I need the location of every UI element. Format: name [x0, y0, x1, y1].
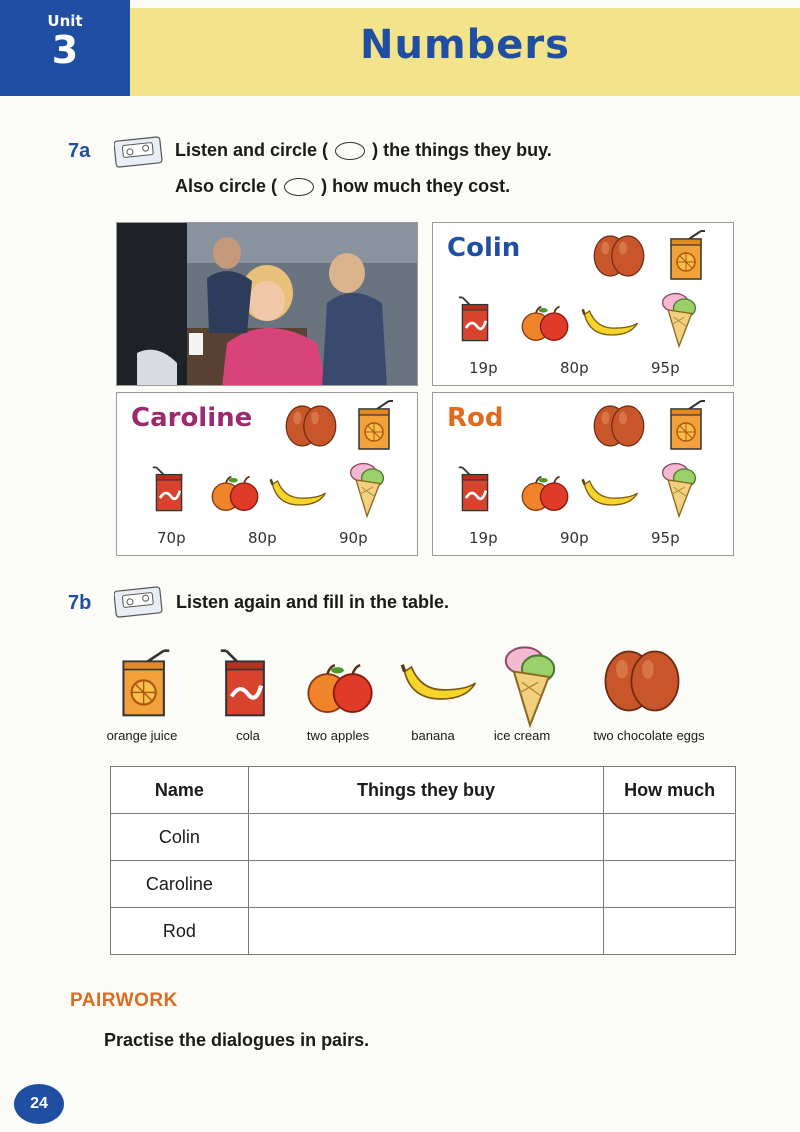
orange-juice-icon	[667, 399, 707, 451]
table-row	[111, 814, 736, 861]
cola-icon	[457, 293, 493, 345]
apples-icon	[302, 660, 378, 716]
table-cell-things[interactable]	[248, 861, 603, 908]
instr-text: Also circle (	[175, 176, 278, 196]
table-cell-how-much[interactable]	[604, 814, 736, 861]
table-header: Things they buy	[248, 767, 603, 814]
unit-badge	[0, 0, 130, 96]
section-7a-instruction-line2	[175, 176, 510, 197]
apples-icon	[207, 473, 263, 513]
chocolate-eggs-icon	[600, 648, 684, 714]
orange-juice-icon	[118, 648, 172, 718]
table-cell-name: Colin	[111, 814, 249, 861]
table-row	[111, 861, 736, 908]
panel-rod	[432, 392, 734, 556]
item-caption: two chocolate eggs	[593, 728, 705, 743]
pairwork-heading: PAIRWORK	[70, 990, 178, 1011]
circle-symbol-icon	[284, 178, 314, 196]
banana-icon	[581, 475, 641, 511]
price-option: 19p	[469, 529, 498, 547]
table-cell-things[interactable]	[248, 814, 603, 861]
chocolate-eggs-icon	[591, 403, 647, 449]
item-caption: cola	[236, 728, 260, 743]
panel-name: Caroline	[131, 403, 253, 433]
cola-icon	[457, 463, 493, 515]
price-option: 80p	[248, 529, 277, 547]
price-option: 70p	[157, 529, 186, 547]
ice-cream-icon	[659, 459, 699, 519]
orange-juice-icon	[355, 399, 395, 451]
section-7a-number: 7a	[68, 140, 91, 162]
price-option: 90p	[560, 529, 589, 547]
item-caption: two apples	[306, 728, 370, 743]
cola-icon	[151, 463, 187, 515]
cola-icon	[218, 648, 272, 718]
cassette-tape-icon	[114, 584, 166, 618]
item-caption: orange juice	[106, 728, 178, 743]
section-7b-instruction: Listen again and fill in the table.	[176, 592, 450, 612]
cassette-tape-icon	[114, 134, 166, 168]
table-cell-how-much[interactable]	[604, 908, 736, 955]
ice-cream-icon	[659, 289, 699, 349]
table-cell-name: Caroline	[111, 861, 249, 908]
unit-label: Unit	[47, 12, 83, 30]
panel-name: Colin	[447, 233, 521, 263]
price-option: 19p	[469, 359, 498, 377]
price-option: 95p	[651, 359, 680, 377]
panel-name: Rod	[447, 403, 504, 433]
table-row	[111, 908, 736, 955]
banana-icon	[581, 305, 641, 341]
section-7a-instruction-line1	[175, 140, 552, 161]
price-option: 90p	[339, 529, 368, 547]
chocolate-eggs-icon	[591, 233, 647, 279]
fill-in-table	[110, 766, 736, 955]
instr-text: ) the things they buy.	[372, 140, 552, 160]
photo-kids-at-kiosk	[116, 222, 418, 386]
orange-juice-icon	[667, 229, 707, 281]
ice-cream-icon	[347, 459, 387, 519]
circle-symbol-icon	[335, 142, 365, 160]
table-cell-name: Rod	[111, 908, 249, 955]
instr-text: ) how much they cost.	[321, 176, 511, 196]
apples-icon	[517, 473, 573, 513]
panel-colin	[432, 222, 734, 386]
unit-number: 3	[51, 28, 79, 72]
page-title: Numbers	[360, 22, 570, 68]
item-caption: ice cream	[493, 728, 551, 743]
price-option: 95p	[651, 529, 680, 547]
apples-icon	[517, 303, 573, 343]
panel-caroline	[116, 392, 418, 556]
page-number: 24	[14, 1084, 64, 1124]
table-header: How much	[604, 767, 736, 814]
price-option: 80p	[560, 359, 589, 377]
banana-icon	[269, 475, 329, 511]
table-cell-how-much[interactable]	[604, 861, 736, 908]
title-bar	[130, 8, 800, 96]
pairwork-instruction: Practise the dialogues in pairs.	[104, 1030, 370, 1050]
chocolate-eggs-icon	[283, 403, 339, 449]
section-7b-number: 7b	[68, 592, 92, 614]
ice-cream-icon	[500, 642, 560, 728]
instr-text: Listen and circle (	[175, 140, 329, 160]
table-header-row	[111, 767, 736, 814]
table-cell-things[interactable]	[248, 908, 603, 955]
item-caption: banana	[411, 728, 455, 743]
banana-icon	[400, 660, 480, 706]
table-header: Name	[111, 767, 249, 814]
